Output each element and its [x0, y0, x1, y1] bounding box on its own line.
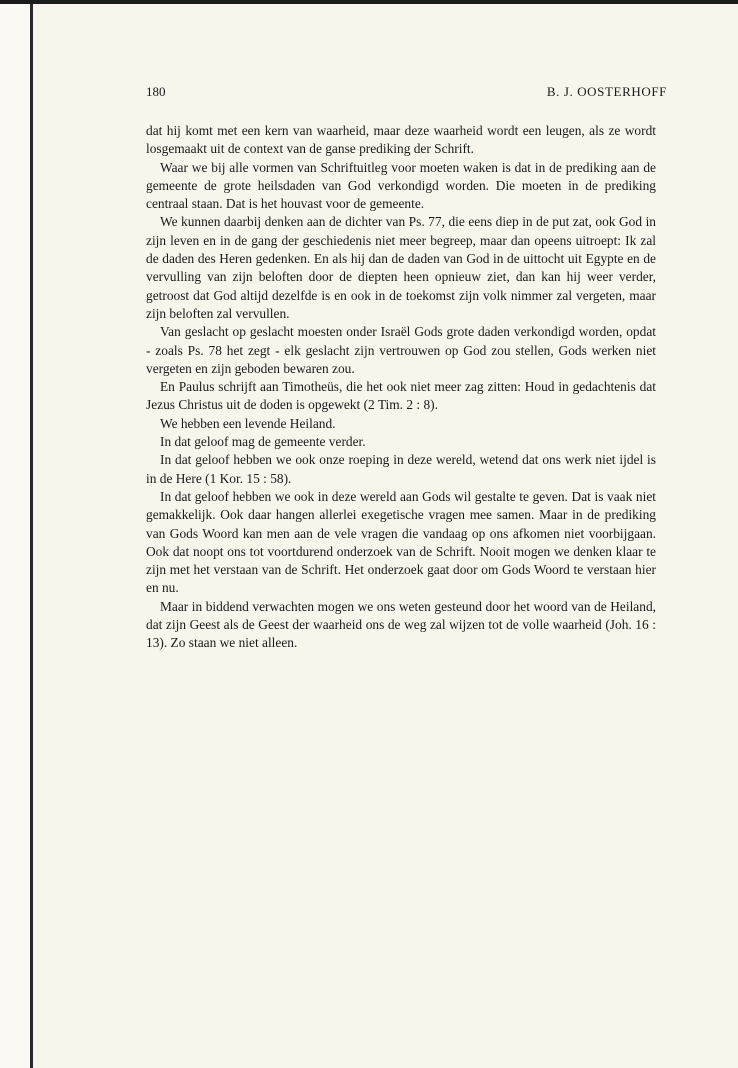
- page-number: 180: [146, 84, 166, 99]
- scan-left-edge: [30, 4, 33, 1068]
- body-text: [146, 122, 656, 653]
- paragraph: Maar in biddend verwachten mogen we ons weten gesteund door het woord van de Heiland, dat zijn Geest als de Geest der waarheid ons de weg zal wijzen tot de volle waarheid (Joh. 16 : 13). Zo staan we niet alleen.: [146, 598, 656, 651]
- running-author: B. J. OOSTERHOFF: [546, 84, 667, 99]
- paragraph: In dat geloof hebben we ook in deze wereld aan Gods wil gestalte te geven. Dat is vaak niet gemakkelijk. Ook daar hangen allerlei exegetische vragen mee samen. Maar in de prediking van Gods Woord kan men aan de vele vragen die vandaag op ons afkomen niet voorbijgaan. Ook dat noopt ons tot voortdurend onderzoek van de Schrift. Nooit mogen we denken klaar te zijn met het verstaan van de Schrift. Het onderzoek gaat door om Gods Woord te verstaan hier en nu.: [146, 488, 656, 596]
- page-margin-shadow: [0, 4, 30, 1068]
- paragraph: We kunnen daarbij denken aan de dichter van Ps. 77, die eens diep in de put zat, ook God in zijn leven en in de gang der geschiedenis niet meer begreep, maar dan opeens uitroept: Ik zal de daden des Heren gedenken. En als hij dan de daden van God in de uittocht uit Egypte en de vervulling van zijn beloften door de diepten heen opnieuw ziet, dan kan hij weer verder, getroost dat God altijd dezelfde is en ook in de toekomst zijn volk nimmer zal vergeten, maar zijn beloften zal vervullen.: [146, 214, 656, 321]
- running-header: [146, 84, 667, 102]
- paragraph: dat hij komt met een kern van waarheid, maar deze waarheid wordt een leugen, als ze wordt losgemaakt uit de context van de ganse prediking der Schrift.: [146, 123, 656, 157]
- scan-top-edge: [0, 0, 738, 4]
- paragraph: In dat geloof mag de gemeente verder.: [160, 434, 366, 450]
- paragraph: We hebben een levende Heiland.: [160, 415, 336, 431]
- paragraph: En Paulus schrijft aan Timotheüs, die het ook niet meer zag zitten: Houd in gedachtenis dat Jezus Christus uit de doden is opgewekt (2 Tim. 2 : 8).: [146, 379, 656, 413]
- paragraph: Van geslacht op geslacht moesten onder Israël Gods grote daden verkondigd worden, opdat - zoals Ps. 78 het zegt - elk geslacht zijn vertrouwen op God zou stellen, Gods werken niet vergeten en zijn geboden bewaren zou.: [146, 324, 656, 376]
- paragraph: In dat geloof hebben we ook onze roeping in deze wereld, wetend dat ons werk niet ijdel is in de Here (1 Kor. 15 : 58).: [146, 452, 656, 486]
- paragraph: Waar we bij alle vormen van Schriftuitleg voor moeten waken is dat in de prediking aan de gemeente de grote heilsdaden van God verkondigd worden. Die moeten in de prediking centraal staan. Dat is het houvast voor de gemeente.: [146, 159, 656, 212]
